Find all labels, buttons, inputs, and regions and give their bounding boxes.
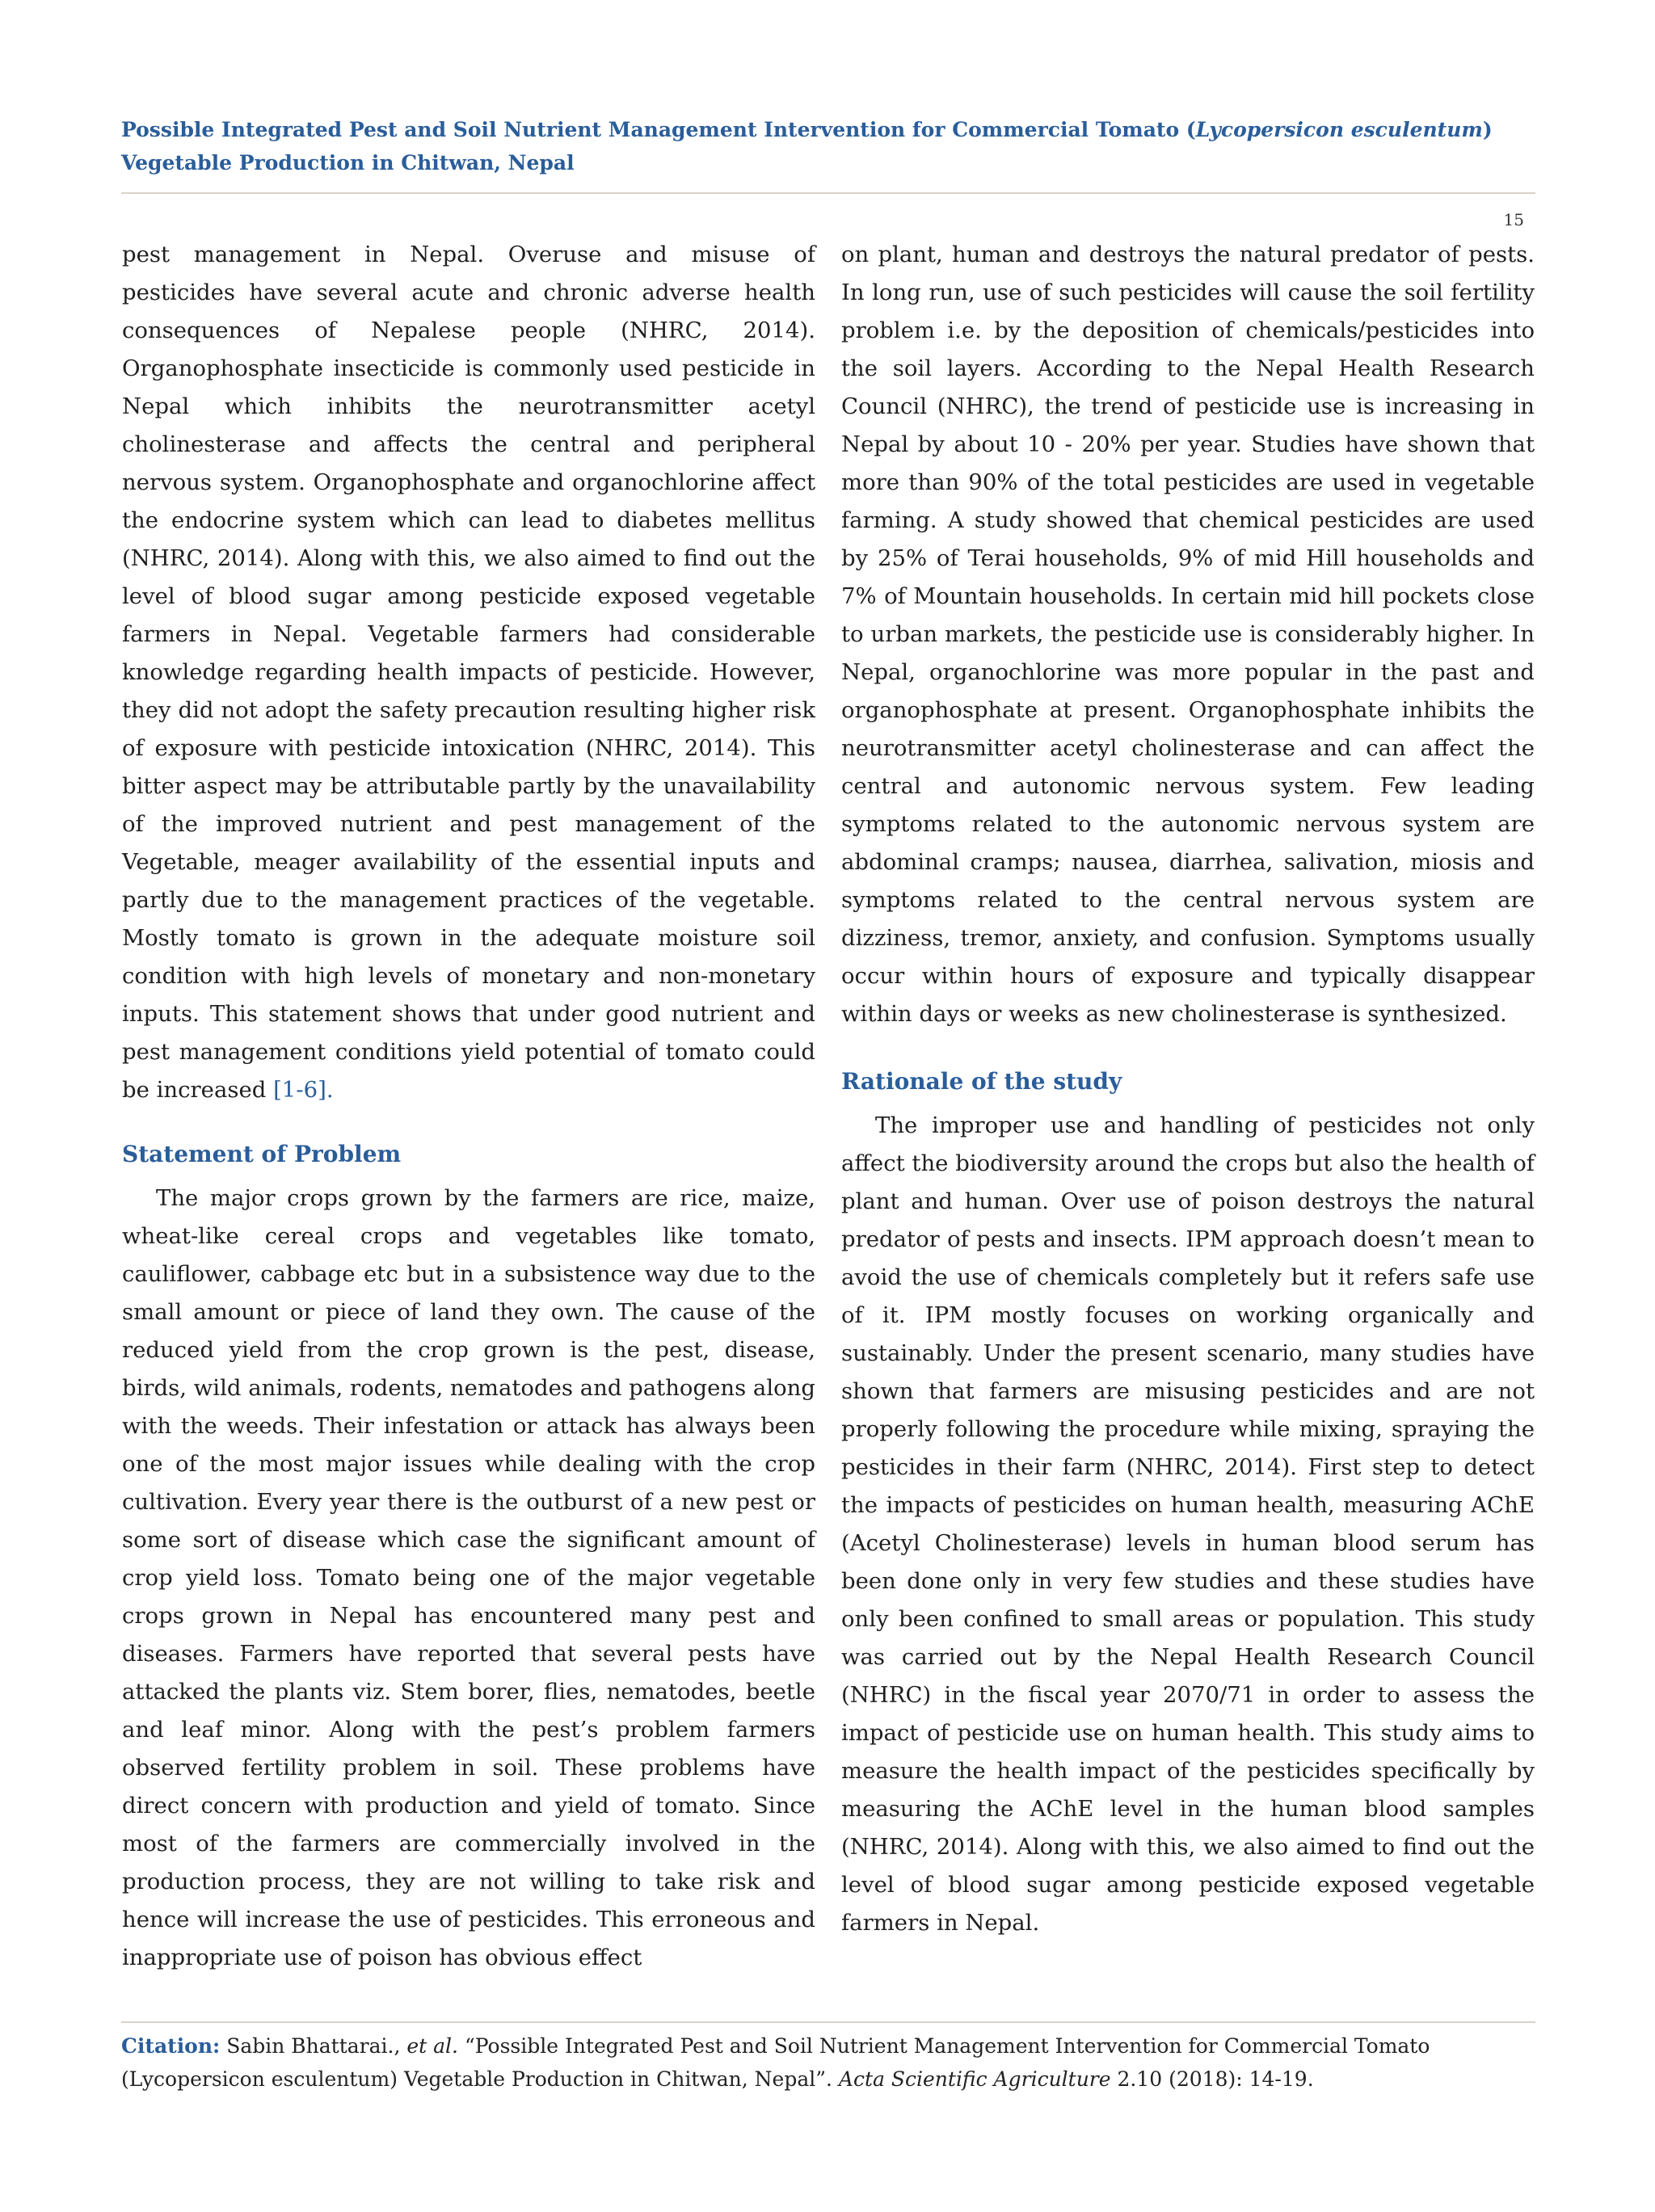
- citation-journal: Acta Scientific Agriculture: [838, 2067, 1111, 2091]
- left-column: [122, 236, 815, 1977]
- header-title-species: Lycopersicon esculentum: [1195, 118, 1483, 141]
- citation-title: “Possible Integrated Pest and Soil Nutrient Management Intervention for Commercial Tomato (Lycopersicon esculentum) Vegetable Production in Chitwan, Nepal”.: [121, 2034, 1430, 2091]
- citation-etal: et al.: [406, 2034, 458, 2058]
- reference-link[interactable]: [1-6].: [273, 1077, 334, 1103]
- left-paragraph-1: [122, 236, 815, 1109]
- section-heading-rationale: Rationale of the study: [841, 1068, 1122, 1095]
- header-title-part1: Possible Integrated Pest and Soil Nutrient Management Intervention for Commercial Tomato (: [121, 118, 1196, 141]
- section-heading-statement-of-problem: Statement of Problem: [122, 1141, 402, 1167]
- header-divider: [121, 192, 1535, 194]
- right-paragraph-1: on plant, human and destroys the natural predator of pests. In long run, use of such pesticides will cause the soil fertility problem i.e. by the deposition of chemicals/pesticides into the soil layers. According to the Nepal Health Research Council (NHRC), the trend of pesticide use is increasing in Nepal by about 10 - 20% per year. Studies have shown that more than 90% of the total pesticides are used in vegetable farming. A study showed that chemical pesticides are used by 25% of Terai households, 9% of mid Hill households and 7% of Mountain households. In certain mid hill pockets close to urban markets, the pesticide use is considerably higher. In Nepal, organochlorine was more popular in the past and organophosphate at present. Organophosphate inhibits the neurotransmitter acetyl cholinesterase and can affect the central and autonomic nervous system. Few leading symptoms related to the autonomic nervous system are abdominal cramps; nausea, diarrhea, salivation, miosis and symptoms related to the central nervous system are dizziness, tremor, anxiety, and confusion. Symptoms usually occur within hours of exposure and typically disappear within days or weeks as new cholinesterase is synthesized.: [841, 242, 1535, 1027]
- right-paragraph-2: The improper use and handling of pesticides not only affect the biodiversity around the crops but also the health of plant and human. Over use of poison destroys the natural predator of pests and insects. IPM approach doesn’t mean to avoid the use of chemicals completely but it refers safe use of it. IPM mostly focuses on working organically and sustainably. Under the present scenario, many studies have shown that farmers are misusing pesticides and are not properly following the procedure while mixing, spraying the pesticides in their farm (NHRC, 2014). First step to detect the impacts of pesticides on human health, measuring AChE (Acetyl Cholinesterase) levels in human blood serum has been done only in very few studies and these studies have only been confined to small areas or population. This study was carried out by the Nepal Health Research Council (NHRC) in the fiscal year 2070/71 in order to assess the impact of pesticide use on human health. This study aims to measure the health impact of the pesticides specifically by measuring the AChE level in the human blood samples (NHRC, 2014). Along with this, we also aimed to find out the level of blood sugar among pesticide exposed vegetable farmers in Nepal.: [841, 1112, 1535, 1936]
- citation-authors: Sabin Bhattarai.,: [220, 2034, 407, 2058]
- header-title-part2: ) Vegetable Production in Chitwan, Nepal: [121, 118, 1493, 175]
- left-paragraph-2: The major crops grown by the farmers are rice, maize, wheat-like cereal crops and vegetables like tomato, cauliflower, cabbage etc but in a subsistence way due to the small amount or piece of land they own. The cause of the reduced yield from the crop grown is the pest, disease, birds, wild animals, rodents, nematodes and pathogens along with the weeds. Their infestation or attack has always been one of the most major issues while dealing with the crop cultivation. Every year there is the outburst of a new pest or some sort of disease which case the significant amount of crop yield loss. Tomato being one of the major vegetable crops grown in Nepal has encountered many pest and diseases. Farmers have reported that several pests have attacked the plants viz. Stem borer, flies, nematodes, beetle and leaf minor. Along with the pest’s problem farmers observed fertility problem in soil. These problems have direct concern with production and yield of tomato. Since most of the farmers are commercially involved in the production process, they are not willing to take risk and hence will increase the use of pesticides. This erroneous and inappropriate use of poison has obvious effect: [122, 1185, 815, 1970]
- running-header: [121, 113, 1535, 179]
- citation-volume: 2.10 (2018): 14-19.: [1110, 2067, 1314, 2091]
- footer-divider: [121, 2021, 1535, 2023]
- citation-footer: [121, 2029, 1535, 2096]
- citation-label: Citation:: [121, 2034, 221, 2058]
- left-paragraph-1-text: pest management in Nepal. Overuse and misuse of pesticides have several acute and chronic adverse health consequences of Nepalese people (NHRC, 2014). Organophosphate insecticide is commonly used pesticide in Nepal which inhibits the neurotransmitter acetyl cholinesterase and affects the central and peripheral nervous system. Organophosphate and organochlorine affect the endocrine system which can lead to diabetes mellitus (NHRC, 2014). Along with this, we also aimed to find out the level of blood sugar among pesticide exposed vegetable farmers in Nepal. Vegetable farmers had considerable knowledge regarding health impacts of pesticide. However, they did not adopt the safety precaution resulting higher risk of exposure with pesticide intoxication (NHRC, 2014). This bitter aspect may be attributable partly by the unavailability of the improved nutrient and pest management of the Vegetable, meager availability of the essential inputs and partly due to the management practices of the vegetable. Mostly tomato is grown in the adequate moisture soil condition with high levels of monetary and non-monetary inputs. This statement shows that under good nutrient and pest management conditions yield potential of tomato could be increased: [122, 242, 815, 1103]
- right-column: [841, 236, 1535, 1942]
- page-number: 15: [1503, 210, 1524, 229]
